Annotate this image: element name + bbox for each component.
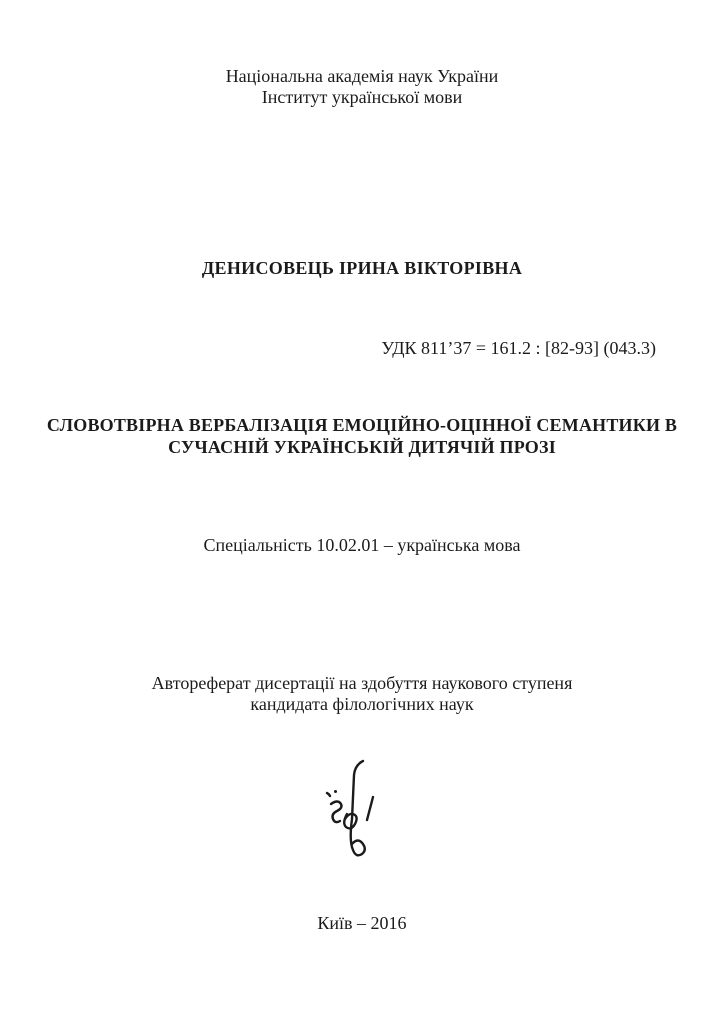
author-name: ДЕНИСОВЕЦЬ ІРИНА ВІКТОРІВНА xyxy=(201,258,523,278)
udc-code: УДК 811’37 = 161.2 : [82-93] (043.3) xyxy=(381,338,656,358)
abstract-statement-line-2: кандидата філологічних наук xyxy=(250,694,474,714)
abstract-statement xyxy=(0,673,724,715)
academy-name: Національна академія наук України xyxy=(225,66,499,86)
institute-name: Інститут української мови xyxy=(261,87,463,107)
dissertation-title xyxy=(0,414,724,458)
specialty-line: Спеціальність 10.02.01 – українська мова xyxy=(203,535,521,555)
dissertation-title-line-2: СУЧАСНІЙ УКРАЇНСЬКІЙ ДИТЯЧІЙ ПРОЗІ xyxy=(168,437,556,457)
abstract-statement-line-1: Автореферат дисертації на здобуття наукового ступеня xyxy=(151,673,573,693)
handwritten-signature-icon xyxy=(320,756,380,870)
city-year-line: Київ – 2016 xyxy=(317,913,407,933)
dissertation-title-line-1: СЛОВОТВІРНА ВЕРБАЛІЗАЦІЯ ЕМОЦІЙНО-ОЦІННОЇ СЕМАНТИКИ В xyxy=(46,415,678,435)
institution-header xyxy=(0,66,724,108)
